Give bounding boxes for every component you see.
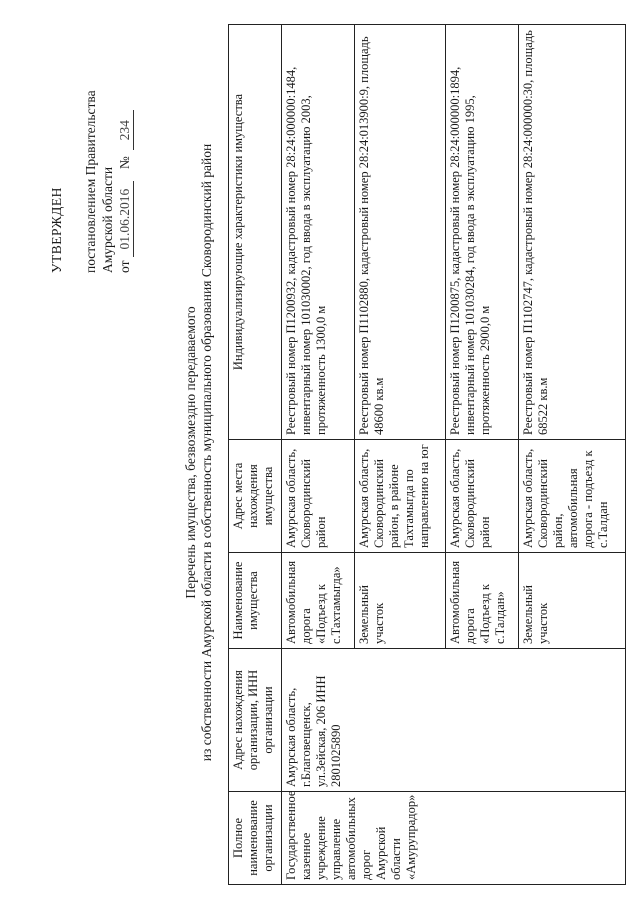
organization-address-cell: Амурская область, г.Благовещенск, ул.Зейская, 206 ИНН 2801025890 — [282, 649, 626, 792]
approval-number: 234 — [116, 110, 134, 150]
approval-date-line — [116, 33, 134, 273]
property-details-cell: Реестровый номер П1102880, кадастровый номер 28:24:013900:9, площадь 48600 кв.м — [355, 25, 445, 440]
property-table — [228, 24, 626, 885]
property-details-cell: Реестровый номер П1200875, кадастровый номер 28:24:000000:1894, инвентарный номер 101030284, год ввода в эксплуатацию 1995, протяженность 2900,0 м — [445, 25, 518, 440]
property-address-cell: Амурская область, Сковородинский район — [445, 440, 518, 553]
property-details-cell: Реестровый номер П1102747, кадастровый номер 28:24:000000:30, площадь 68522 кв.м — [518, 25, 625, 440]
table-header-row — [229, 25, 282, 885]
property-name-cell: Земельный участок — [355, 553, 445, 649]
property-address-cell: Амурская область, Сковородинский район, в районе Тахтамыгда по направлению на юг — [355, 440, 445, 553]
approval-date: 01.06.2016 — [116, 181, 134, 257]
approval-number-label: № — [117, 156, 132, 170]
header-property-address: Адрес места нахождения имущества — [229, 440, 282, 553]
property-address-cell: Амурская область, Сковородинский район — [282, 440, 355, 553]
approval-line-2: Амурской области — [100, 166, 115, 273]
approval-stamp — [48, 33, 134, 273]
header-organization-name: Полное наименование организации — [229, 792, 282, 885]
approval-heading: УТВЕРЖДЕН — [49, 187, 64, 273]
approval-line-1: постановлением Правительства — [83, 90, 98, 273]
title-line-1: Перечень имущества, безвозмездно передаваемого — [183, 306, 198, 599]
document-title — [183, 0, 215, 905]
header-property-name: Наименование имущества — [229, 553, 282, 649]
approval-from-label: от — [117, 260, 132, 273]
header-property-details: Индивидуализирующие характеристики имущества — [229, 25, 282, 440]
property-name-cell: Земельный участок — [518, 553, 625, 649]
title-line-2: из собственности Амурской области в собственность муниципального образования Сковородинский район — [199, 143, 214, 762]
header-organization-address: Адрес нахождения организации, ИНН организации — [229, 649, 282, 792]
table-row — [282, 25, 355, 885]
property-details-cell: Реестровый номер П1200932, кадастровый номер 28:24:000000:1484, инвентарный номер 101030002, год ввода в эксплуатацию 2003, протяженность 1300,0 м — [282, 25, 355, 440]
property-name-cell: Автомобильная дорога «Подъезд к с.Талдан» — [445, 553, 518, 649]
organization-name-cell: Государственное казенное учреждение управление автомобильных дорог Амурской области «Амурупрадор» — [282, 792, 626, 885]
property-name-cell: Автомобильная дорога «Подъезд к с.Тахтамыгда» — [282, 553, 355, 649]
property-address-cell: Амурская область, Сковородинский район, автомобильная дорога - подъезд к с.Талдан — [518, 440, 625, 553]
